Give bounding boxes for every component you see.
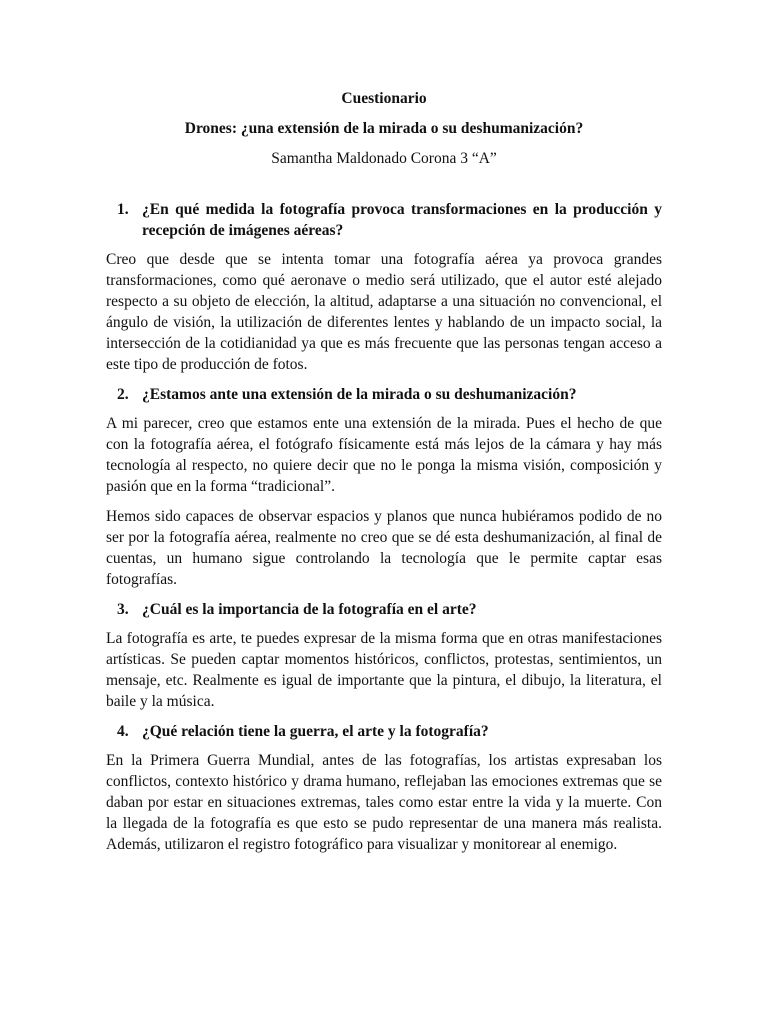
question-text: ¿Cuál es la importancia de la fotografía en el arte? <box>142 601 477 618</box>
document-subtitle: Drones: ¿una extensión de la mirada o su deshumanización? <box>184 120 584 137</box>
document-title: Cuestionario <box>341 90 427 107</box>
question-3 <box>106 599 662 620</box>
question-number: 4. <box>117 723 129 740</box>
question-text: ¿En qué medida la fotografía provoca transformaciones en la producción y recepción de imágenes aéreas? <box>142 201 662 239</box>
question-4 <box>106 721 662 742</box>
document-author: Samantha Maldonado Corona 3 “A” <box>271 150 497 167</box>
question-number: 2. <box>117 386 129 403</box>
answer-paragraph: En la Primera Guerra Mundial, antes de las fotografías, los artistas expresaban los conflictos, contexto histórico y drama humano, reflejaban las emociones extremas que se daban por estar en situaciones extremas, tales como estar entre la vida y la muerte. Con la llegada de la fotografía es que esto se pudo representar de una manera más realista. Además, utilizaron el registro fotográfico para visualizar y monitorear al enemigo. <box>106 752 662 853</box>
answer-paragraph: Creo que desde que se intenta tomar una fotografía aérea ya provoca grandes transformaciones, como qué aeronave o medio será utilizado, que el autor esté alejado respecto a su objeto de elección, la altitud, adaptarse a una situación no convencional, el ángulo de visión, la utilización de diferentes lentes y hablando de un impacto social, la intersección de la cotidianidad ya que es más frecuente que las personas tengan acceso a este tipo de producción de fotos. <box>106 251 662 373</box>
question-number: 3. <box>117 601 129 618</box>
question-1 <box>106 199 662 241</box>
answer-paragraph: A mi parecer, creo que estamos ente una extensión de la mirada. Pues el hecho de que con la fotografía aérea, el fotógrafo físicamente está más lejos de la cámara y hay más tecnología al respecto, no quiere decir que no le ponga la misma visión, composición y pasión que en la forma “tradicional”. <box>106 415 662 495</box>
question-2 <box>106 384 662 405</box>
question-text: ¿Estamos ante una extensión de la mirada o su deshumanización? <box>142 386 577 403</box>
question-text: ¿Qué relación tiene la guerra, el arte y la fotografía? <box>142 723 489 740</box>
question-number: 1. <box>117 201 129 218</box>
answer-paragraph: La fotografía es arte, te puedes expresar de la misma forma que en otras manifestaciones artísticas. Se pueden captar momentos históricos, conflictos, protestas, sentimientos, un mensaje, etc. Realmente es igual de importante que la pintura, el dibujo, la literatura, el baile y la música. <box>106 630 662 710</box>
answer-paragraph: Hemos sido capaces de observar espacios y planos que nunca hubiéramos podido de no ser por la fotografía aérea, realmente no creo que se dé esta deshumanización, al final de cuentas, un humano sigue controlando la tecnología que le permite captar esas fotografías. <box>106 508 662 588</box>
